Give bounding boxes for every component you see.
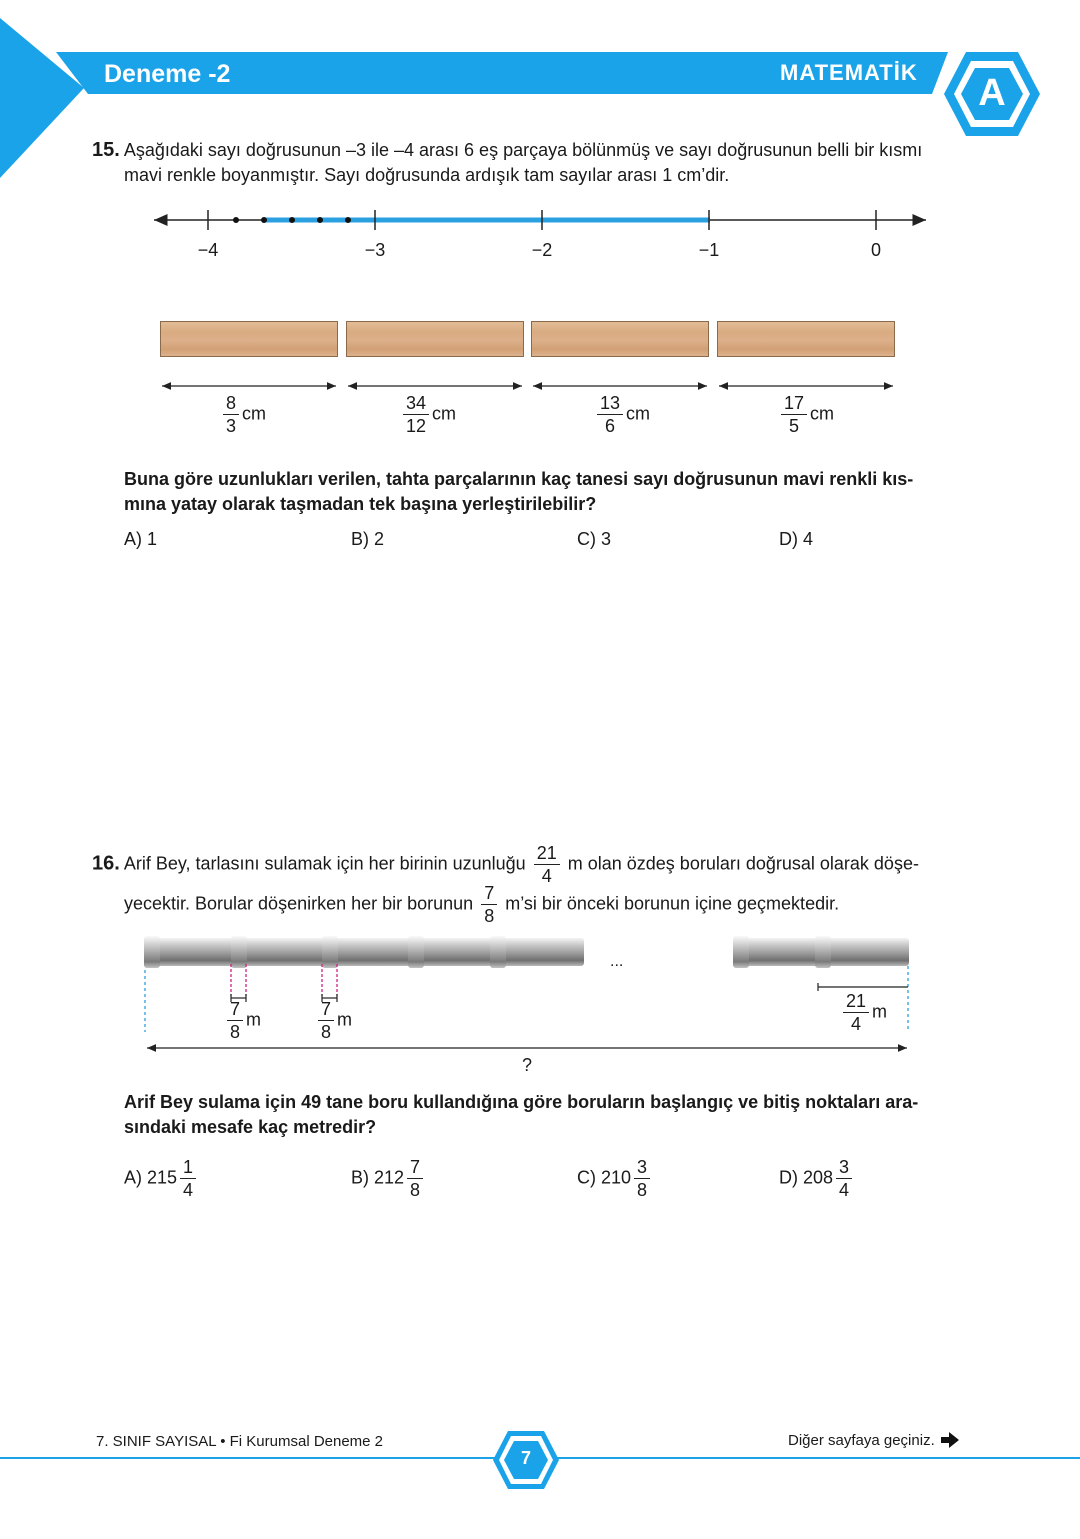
page-title: Deneme -2 [104,60,231,88]
plank-length-label: $\frac{34}{12}$ cm [400,394,456,435]
page-number: 7 [520,1448,531,1468]
arrow-right-icon [940,1431,960,1449]
ellipsis: ... [610,953,624,970]
answer-option-b[interactable]: B) 212 $\frac{7}{8}$ [351,1158,426,1199]
tick-label: −2 [531,240,553,260]
plank-length-label: $\frac{17}{5}$ cm [778,394,834,435]
footer-left-text: 7. SINIF SAYISAL • Fi Kurumsal Deneme 2 [96,1433,384,1450]
tick-label: −1 [698,240,720,260]
unknown-distance-label: ? [522,1055,533,1075]
question-prompt-line: Buna göre uzunlukları verilen, tahta parçalarının kaç tanesi sayı doğrusunun mavi renkli kıs- [124,469,914,489]
pipe-length-label: $\frac{21}{4}$ m [840,992,887,1033]
question-prompt-line: sındaki mesafe kaç metredir? [124,1117,377,1137]
overlap-label: $\frac{7}{8}$ m [224,1000,261,1041]
footer-right-text: Diğer sayfaya geçiniz. [788,1432,935,1449]
answer-option-d[interactable]: D) 208 $\frac{3}{4}$ [779,1158,855,1199]
plank-length-label: $\frac{13}{6}$ cm [594,394,650,435]
question-text-part: Arif Bey, tarlasını sulamak için her birinin uzunluğu [123,853,526,874]
wood-plank [717,321,895,357]
question-number: 15. [92,139,120,161]
overlap-fraction: $\frac{7}{8}$ [481,884,497,925]
answer-option-c[interactable]: C) 3 [577,529,612,549]
booklet-letter: A [978,72,1006,114]
wood-plank [531,321,709,357]
answer-option-a[interactable]: A) 1 [124,529,158,549]
question-text-line: Aşağıdaki sayı doğrusunun –3 ile –4 arası 6 eş parçaya bölünmüş ve sayı doğrusunun belli bir kısmı [123,140,923,160]
question-text-part: m’si bir önceki borunun içine geçmektedir. [505,893,840,914]
question-number: 16. [92,852,120,875]
answer-option-d[interactable]: D) 4 [779,529,814,549]
tick-label: −4 [197,240,219,260]
tick-label: 0 [870,240,881,260]
question-prompt-line: Arif Bey sulama için 49 tane boru kullandığına göre boruların başlangıç ve bitiş noktaları ara- [124,1092,919,1112]
wood-plank [160,321,338,357]
question-text-line: mavi renkle boyanmıştır. Sayı doğrusunda ardışık tam sayılar arası 1 cm’dir. [124,165,730,185]
answer-option-c[interactable]: C) 210 $\frac{3}{8}$ [577,1158,653,1199]
pipe-length-fraction: $\frac{21}{4}$ [534,844,560,885]
overlap-label: $\frac{7}{8}$ m [315,1000,352,1041]
wood-plank [346,321,524,357]
question-prompt-line: mına yatay olarak taşmadan tek başına yerleştirilebilir? [124,494,597,514]
answer-option-b[interactable]: B) 2 [351,529,385,549]
subject-label: MATEMATİK [780,60,918,85]
question-text-part: yecektir. Borular döşenirken her bir borunun [124,893,474,914]
question-text-part: m olan özdeş boruları doğrusal olarak döşe- [567,853,919,874]
plank-length-label: $\frac{8}{3}$ cm [220,394,266,435]
tick-label: −3 [364,240,386,260]
answer-option-a[interactable]: A) 215 $\frac{1}{4}$ [124,1158,199,1199]
